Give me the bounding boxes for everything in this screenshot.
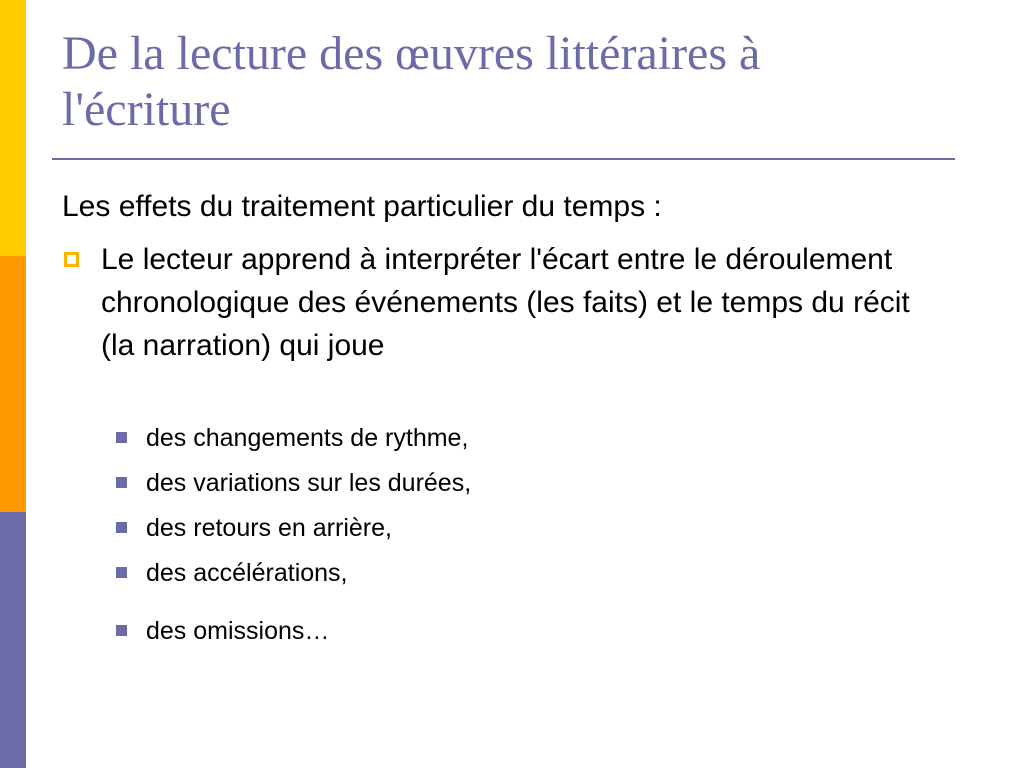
sub-bullet-item (116, 416, 471, 461)
side-bar-orange-segment (0, 256, 26, 512)
sub-bullet-text: des variations sur les durées, (146, 469, 472, 497)
slide-side-bar (0, 0, 26, 768)
sub-bullet-item (116, 461, 471, 506)
sub-bullet-text: des accélérations, (146, 559, 348, 587)
slide-title (62, 26, 962, 138)
sub-bullet-text: des retours en arrière, (146, 514, 392, 542)
filled-square-bullet-icon (116, 477, 127, 488)
sub-bullet-text: des changements de rythme, (146, 424, 469, 452)
slide-title-line-1: De la lecture des œuvres littéraires à (62, 27, 761, 80)
filled-square-bullet-icon (116, 625, 127, 636)
title-divider (52, 158, 955, 160)
side-bar-yellow-segment (0, 0, 26, 256)
sub-bullet-item (116, 609, 471, 654)
slide-title-line-2: l'écriture (62, 83, 231, 136)
sub-bullet-list (116, 416, 471, 654)
filled-square-bullet-icon (116, 432, 127, 443)
sub-bullet-text: des omissions… (146, 617, 330, 645)
main-bullet-point (64, 238, 944, 367)
sub-bullet-item (116, 551, 471, 596)
main-bullet-text: Le lecteur apprend à interpréter l'écart entre le déroulement chronologique des événements (les faits) et le temps du récit (la narration) qui joue (101, 243, 910, 362)
sub-bullet-item (116, 506, 471, 551)
side-bar-purple-segment (0, 512, 26, 768)
hollow-square-bullet-icon (64, 252, 79, 267)
filled-square-bullet-icon (116, 567, 127, 578)
intro-text: Les effets du traitement particulier du temps : (62, 190, 662, 223)
filled-square-bullet-icon (116, 522, 127, 533)
